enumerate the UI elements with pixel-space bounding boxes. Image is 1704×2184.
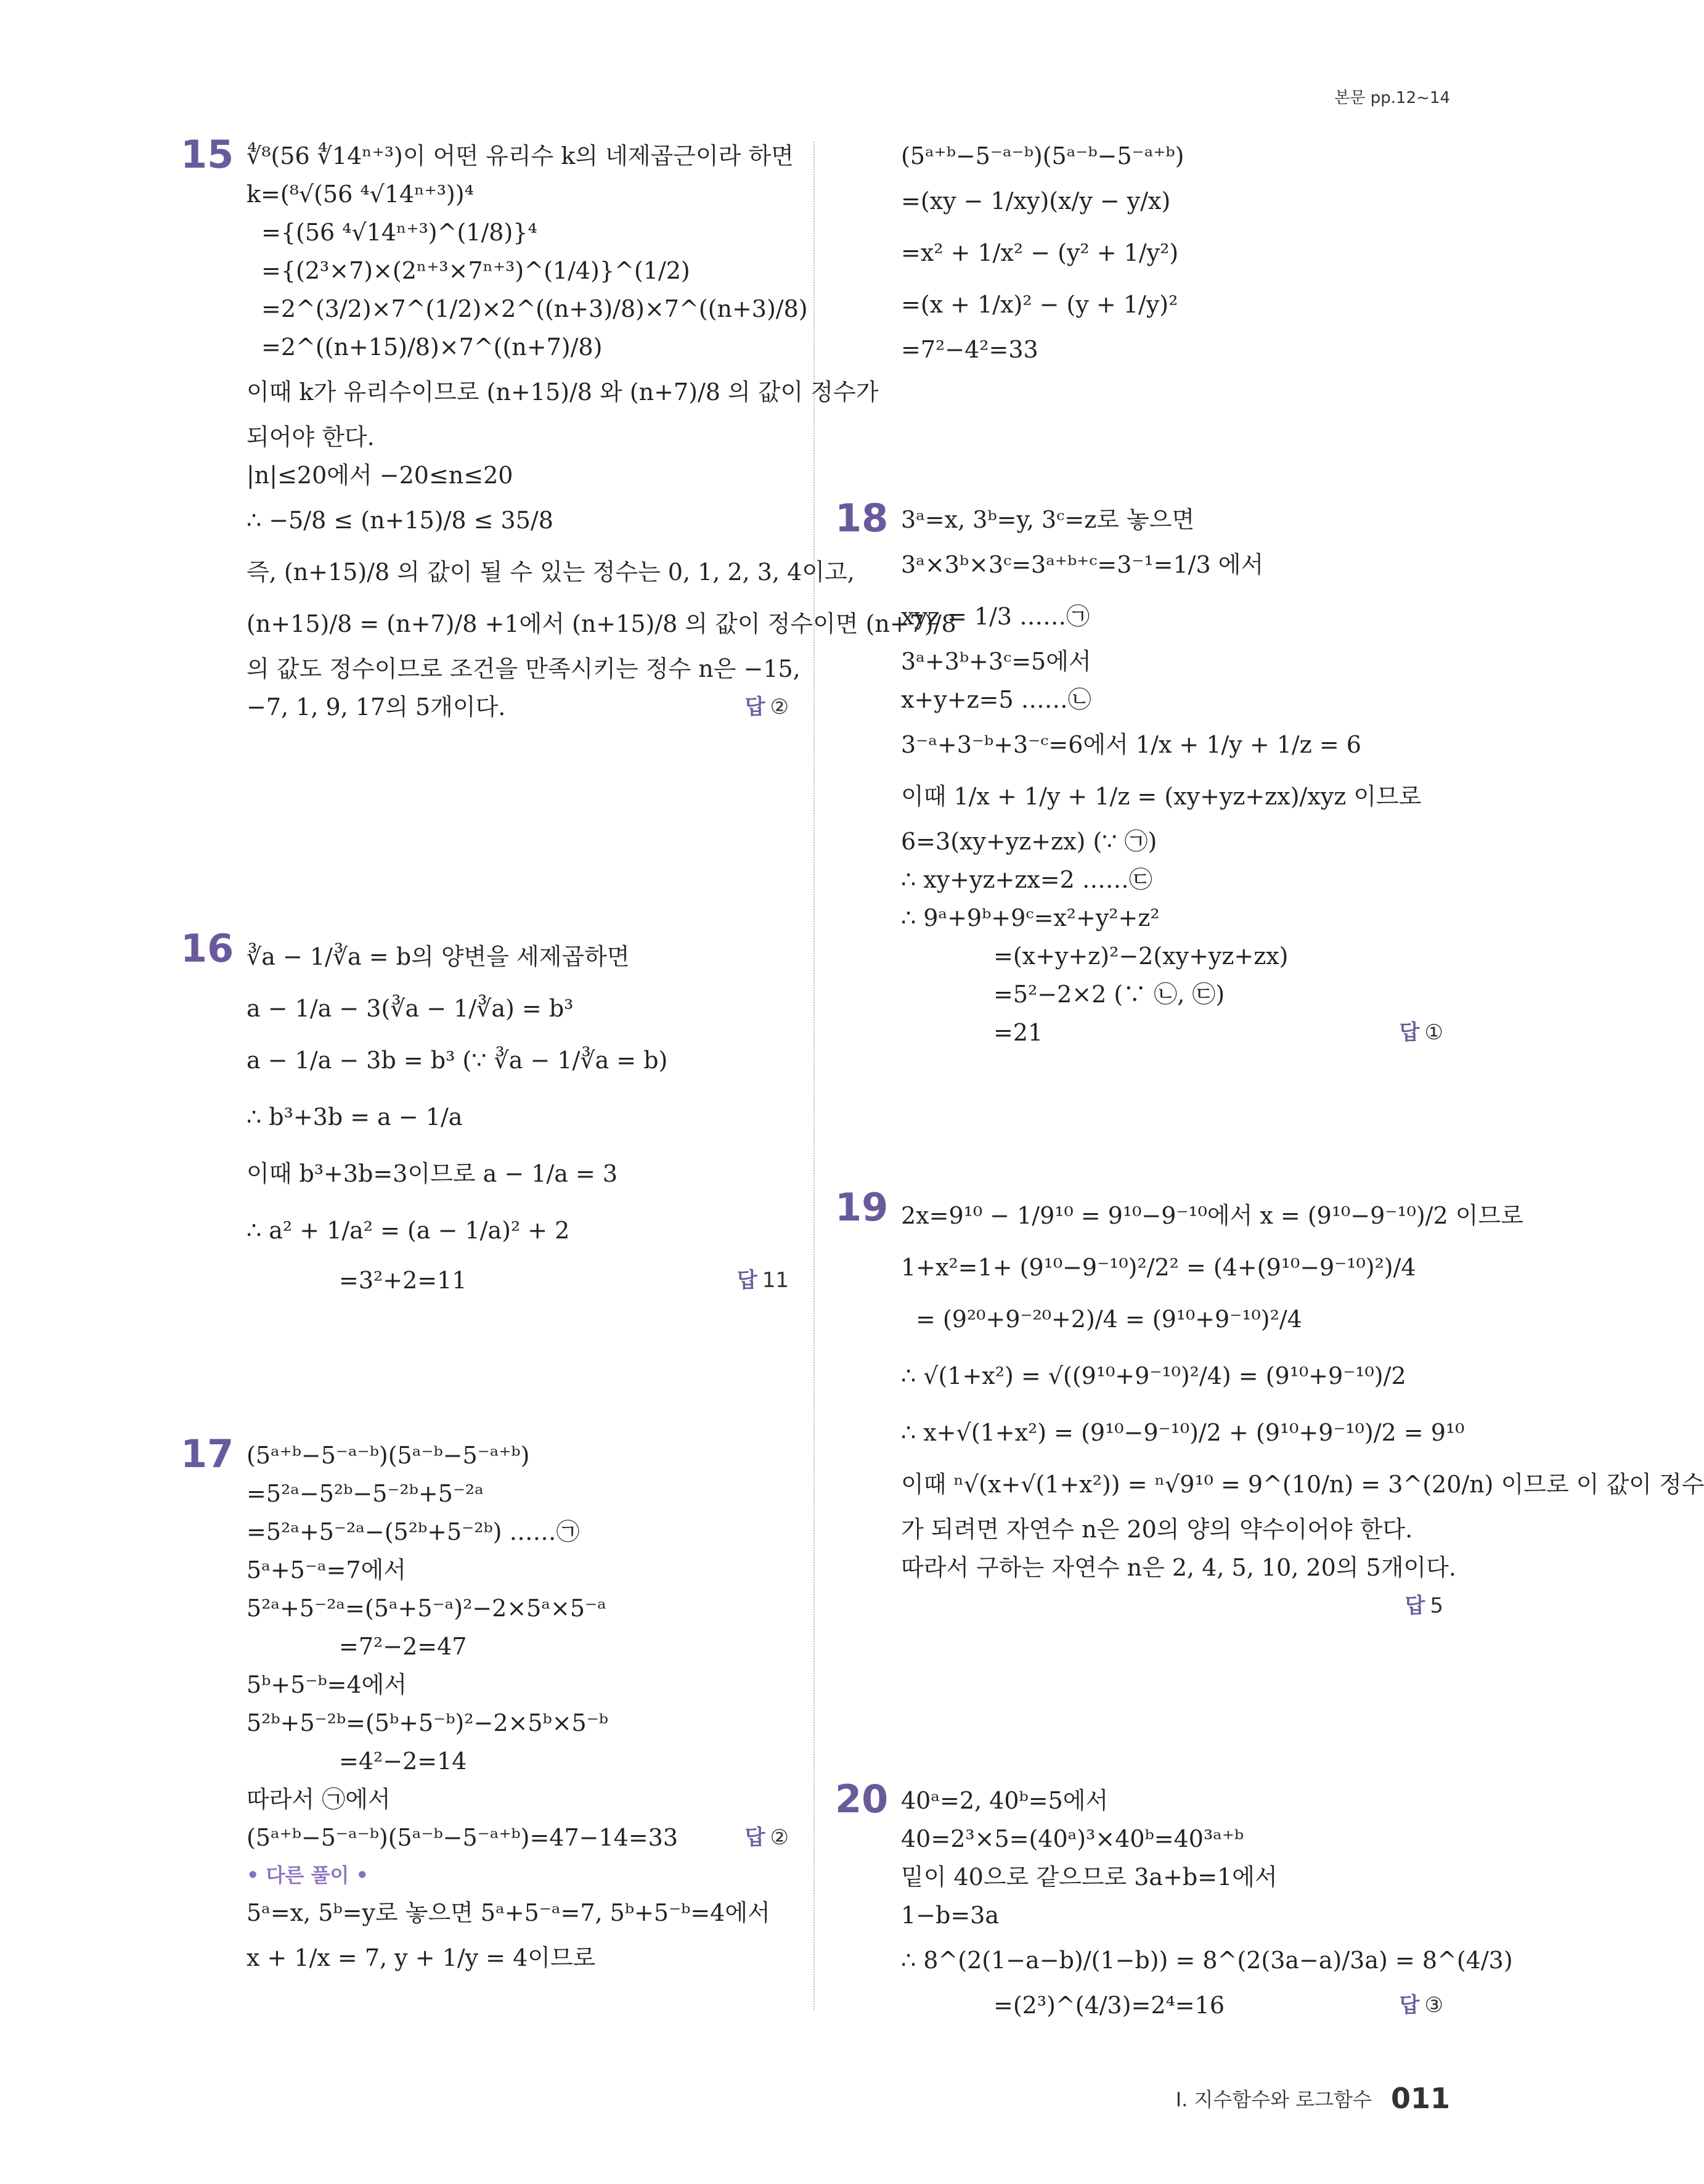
solution-line: ∴ a² + 1/a² = (a − 1/a)² + 2 [247, 1217, 570, 1244]
solution-line: (5ᵃ⁺ᵇ−5⁻ᵃ⁻ᵇ)(5ᵃ⁻ᵇ−5⁻ᵃ⁺ᵇ) [901, 142, 1184, 170]
solution-line: 3ᵃ=x, 3ᵇ=y, 3ᶜ=z로 놓으면 [901, 506, 1195, 533]
solution-line: =5²−2×2 (∵ ㉡, ㉢) [993, 981, 1225, 1008]
solution-line: 밑이 40으로 같으므로 3a+b=1에서 [901, 1863, 1278, 1891]
problem-number: 17 [181, 1431, 234, 1476]
answer [1400, 1986, 1443, 2024]
answer-label: 답 [744, 695, 765, 719]
solution-line: |n|≤20에서 −20≤n≤20 [247, 462, 513, 489]
solution-line: ={(2³×7)×(2ⁿ⁺³×7ⁿ⁺³)^(1/4)}^(1/2) [261, 257, 690, 284]
solution-line: 5²ᵃ+5⁻²ᵃ=(5ᵃ+5⁻ᵃ)²−2×5ᵃ×5⁻ᵃ [247, 1595, 606, 1622]
solution-line: = (9²⁰+9⁻²⁰+2)/4 = (9¹⁰+9⁻¹⁰)²/4 [916, 1306, 1302, 1333]
solution-text: =3²+2=11 [339, 1267, 467, 1294]
answer-value: ② [770, 1825, 789, 1850]
solution-line: =7²−4²=33 [901, 336, 1038, 363]
solution-line: 의 값도 정수이므로 조건을 만족시키는 정수 n은 −15, [247, 655, 801, 682]
solution-text: =(2³)^(4/3)=2⁴=16 [993, 1992, 1225, 2019]
solution-line [247, 688, 789, 726]
solution-line: 40ᵃ=2, 40ᵇ=5에서 [901, 1787, 1109, 1814]
page-number: 011 [1390, 2082, 1450, 2115]
solution-line [901, 1013, 1443, 1052]
solution-line: 이때 k가 유리수이므로 (n+15)/8 와 (n+7)/8 의 값이 정수가 [247, 378, 879, 406]
answer [737, 1261, 789, 1299]
solution-line: ∴ x+√(1+x²) = (9¹⁰−9⁻¹⁰)/2 + (9¹⁰+9⁻¹⁰)/2 = 9¹⁰ [901, 1419, 1465, 1446]
solution-line: 5ᵇ+5⁻ᵇ=4에서 [247, 1671, 407, 1698]
solution-line: 40=2³×5=(40ᵃ)³×40ᵇ=40³ᵃ⁺ᵇ [901, 1825, 1244, 1852]
solution-line: ∴ xy+yz+zx=2 ……㉢ [901, 866, 1152, 893]
problem-17 [181, 1431, 789, 1984]
solution-line: 이때 1/x + 1/y + 1/z = (xy+yz+zx)/xyz 이므로 [901, 783, 1422, 810]
problem-19 [835, 1185, 1704, 1625]
solution-text: (5ᵃ⁺ᵇ−5⁻ᵃ⁻ᵇ)(5ᵃ⁻ᵇ−5⁻ᵃ⁺ᵇ)=47−14=33 [247, 1824, 679, 1851]
solution-line: ∛a − 1/∛a = b의 양변을 세제곱하면 [247, 943, 630, 970]
answer-value: ③ [1424, 1993, 1443, 2018]
solution-line: ∴ √(1+x²) = √((9¹⁰+9⁻¹⁰)²/4) = (9¹⁰+9⁻¹⁰)/2 [901, 1362, 1406, 1389]
solution-line: 1+x²=1+ (9¹⁰−9⁻¹⁰)²/2² = (4+(9¹⁰−9⁻¹⁰)²)/4 [901, 1254, 1416, 1281]
solution-line: (n+15)/8 = (n+7)/8 +1에서 (n+15)/8 의 값이 정수이면 (n+7)/8 [247, 610, 956, 637]
solution-line: 이때 ⁿ√(x+√(1+x²)) = ⁿ√9¹⁰ = 9^(10/n) = 3^(20/n) 이므로 이 값이 정수 [901, 1471, 1704, 1498]
answer-label: 답 [744, 1825, 765, 1850]
solution-line: 5ᵃ=x, 5ᵇ=y로 놓으면 5ᵃ+5⁻ᵃ=7, 5ᵇ+5⁻ᵇ=4에서 [247, 1899, 770, 1926]
solution-line [901, 1986, 1443, 2024]
answer-value: ② [770, 695, 789, 719]
page-reference: 본문 pp.12~14 [1334, 89, 1450, 107]
solution-line: ∴ 9ᵃ+9ᵇ+9ᶜ=x²+y²+z² [901, 904, 1160, 931]
solution-line: =(x+y+z)²−2(xy+yz+zx) [993, 943, 1289, 970]
solution-line: ={(56 ⁴√14ⁿ⁺³)^(1/8)}⁴ [261, 219, 537, 246]
solution-line: =5²ᵃ−5²ᵇ−5⁻²ᵇ+5⁻²ᵃ [247, 1480, 484, 1507]
problem-15 [181, 132, 956, 726]
column-divider [813, 142, 815, 2010]
problem-number: 15 [181, 132, 234, 177]
solution-line: ∴ −5/8 ≤ (n+15)/8 ≤ 35/8 [247, 507, 553, 534]
solution-line [901, 1587, 1443, 1625]
answer [745, 688, 789, 726]
solution-line: a − 1/a − 3(∛a − 1/∛a) = b³ [247, 995, 574, 1022]
solution-line: 따라서 ㉠에서 [247, 1786, 391, 1813]
solution-line: 5ᵃ+5⁻ᵃ=7에서 [247, 1556, 407, 1584]
solution-line: =(xy − 1/xy)(x/y − y/x) [901, 187, 1171, 215]
solution-line: x+y+z=5 ……㉡ [901, 686, 1091, 713]
solution-line: a − 1/a − 3b = b³ (∵ ∛a − 1/∛a = b) [247, 1047, 668, 1074]
solution-line: 2x=9¹⁰ − 1/9¹⁰ = 9¹⁰−9⁻¹⁰에서 x = (9¹⁰−9⁻¹⁰)/2 이므로 [901, 1202, 1523, 1229]
answer [1400, 1013, 1443, 1052]
solution-line: 즉, (n+15)/8 의 값이 될 수 있는 정수는 0, 1, 2, 3, 4이고, [247, 558, 855, 586]
answer-value: 5 [1430, 1593, 1443, 1618]
solution-line: ∜⁸(56 ∜14ⁿ⁺³)이 어떤 유리수 k의 네제곱근이라 하면 [247, 142, 794, 170]
answer-label: 답 [1404, 1593, 1425, 1618]
solution-line: 3ᵃ×3ᵇ×3ᶜ=3ᵃ⁺ᵇ⁺ᶜ=3⁻¹=1/3 에서 [901, 551, 1264, 578]
answer-label: 답 [1399, 1993, 1420, 2018]
answer [745, 1818, 789, 1857]
solution-line: 3ᵃ+3ᵇ+3ᶜ=5에서 [901, 648, 1091, 675]
problem-number: 16 [181, 926, 234, 971]
solution-line: 가 되려면 자연수 n은 20의 양의 약수이어야 한다. [901, 1516, 1413, 1543]
solution-line: =2^((n+15)/8)×7^((n+7)/8) [261, 333, 603, 361]
solution-line: =5²ᵃ+5⁻²ᵃ−(5²ᵇ+5⁻²ᵇ) ……㉠ [247, 1518, 580, 1545]
solution-text: −7, 1, 9, 17의 5개이다. [247, 693, 506, 721]
answer-value: ① [1424, 1020, 1443, 1045]
solution-line: 이때 b³+3b=3이므로 a − 1/a = 3 [247, 1160, 618, 1187]
solution-line: 5²ᵇ+5⁻²ᵇ=(5ᵇ+5⁻ᵇ)²−2×5ᵇ×5⁻ᵇ [247, 1709, 608, 1736]
problem-number: 19 [835, 1185, 889, 1230]
problem-16 [181, 926, 789, 1299]
problem-17-continued [901, 137, 1443, 369]
solution-line: =4²−2=14 [339, 1748, 467, 1775]
problem-number: 20 [835, 1777, 889, 1822]
solution-line: 3⁻ᵃ+3⁻ᵇ+3⁻ᶜ=6에서 1/x + 1/y + 1/z = 6 [901, 731, 1361, 758]
answer [1405, 1587, 1444, 1625]
solution-line: =7²−2=47 [339, 1633, 467, 1660]
answer-label: 답 [736, 1268, 757, 1293]
answer-value: 11 [762, 1268, 789, 1293]
solution-line: x + 1/x = 7, y + 1/y = 4이므로 [247, 1944, 596, 1971]
answer-label: 답 [1399, 1020, 1420, 1045]
solution-line: =x² + 1/x² − (y² + 1/y²) [901, 239, 1179, 266]
solution-text: =21 [993, 1019, 1043, 1046]
solution-line: xyz = 1/3 ……㉠ [901, 603, 1090, 630]
problem-18 [835, 496, 1443, 1052]
page-footer [1176, 2082, 1450, 2115]
solution-line: (5ᵃ⁺ᵇ−5⁻ᵃ⁻ᵇ)(5ᵃ⁻ᵇ−5⁻ᵃ⁺ᵇ) [247, 1442, 530, 1469]
solution-line: 6=3(xy+yz+zx) (∵ ㉠) [901, 828, 1157, 855]
alternative-solution-label: • 다른 풀이 • [247, 1863, 369, 1887]
solution-line: k=(⁸√(56 ⁴√14ⁿ⁺³))⁴ [247, 181, 474, 208]
solution-line: ∴ 8^(2(1−a−b)/(1−b)) = 8^(2(3a−a)/3a) = 8^(4/3) [901, 1947, 1513, 1974]
problem-number: 18 [835, 496, 889, 541]
solution-line: 따라서 구하는 자연수 n은 2, 4, 5, 10, 20의 5개이다. [901, 1554, 1456, 1581]
solution-line [247, 1818, 789, 1857]
solution-line: =(x + 1/x)² − (y + 1/y)² [901, 291, 1178, 318]
solution-line: 되어야 한다. [247, 423, 375, 451]
chapter-title: Ⅰ. 지수함수와 로그함수 [1175, 2088, 1372, 2111]
solution-line: ∴ b³+3b = a − 1/a [247, 1103, 463, 1131]
solution-line [247, 1261, 789, 1299]
solution-line: 1−b=3a [901, 1902, 1000, 1929]
solution-line: =2^(3/2)×7^(1/2)×2^((n+3)/8)×7^((n+3)/8) [261, 295, 808, 322]
problem-20 [835, 1777, 1513, 2024]
